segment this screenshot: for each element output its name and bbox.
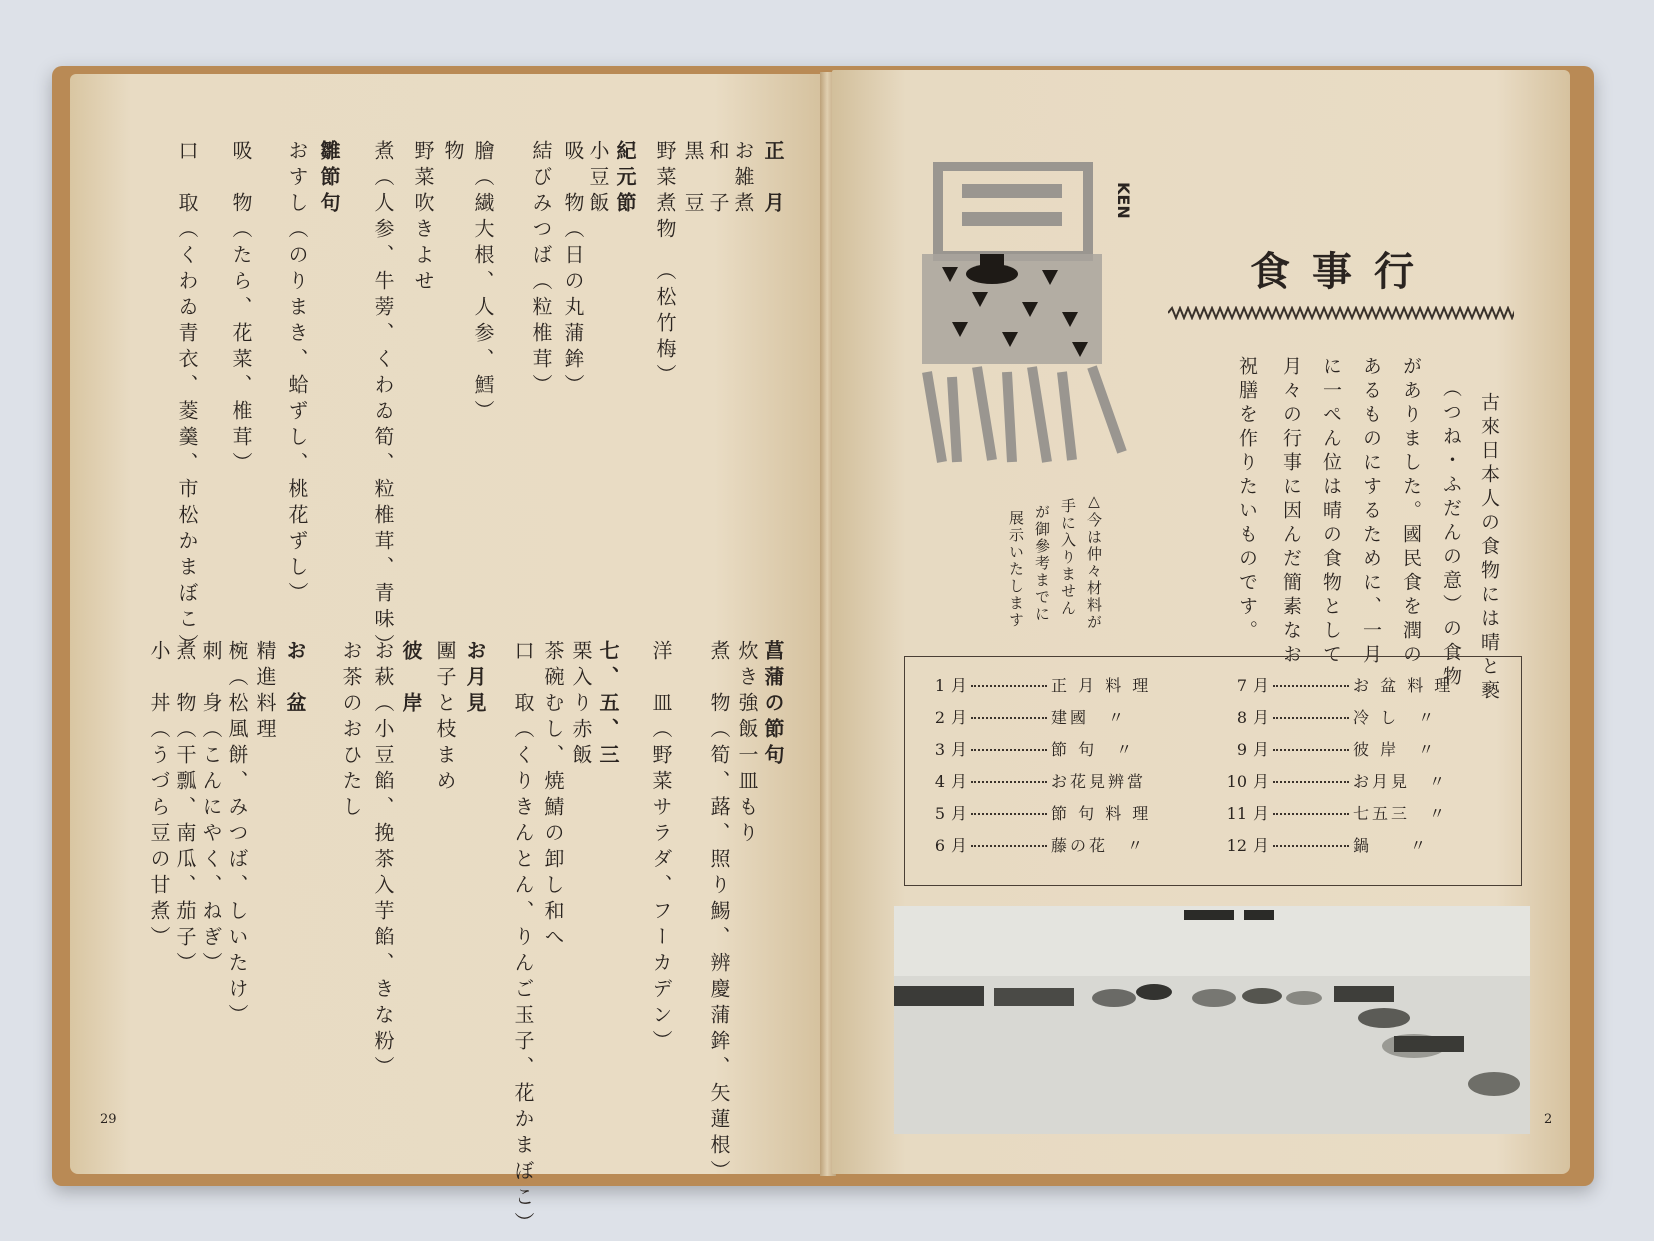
monthly-schedule-table	[904, 656, 1522, 886]
leader-dots	[971, 685, 1047, 687]
schedule-month-unit: 月	[1253, 676, 1270, 695]
schedule-row	[923, 801, 1151, 824]
leader-dots	[1273, 717, 1349, 719]
schedule-month: 7	[1236, 676, 1247, 695]
intro-line: あるものにするために、一月	[1360, 356, 1382, 668]
vertical-text-column: おすし（のりまき、蛤ずし、桃花ずし）	[285, 140, 309, 608]
schedule-event: 冷 し 〃	[1353, 708, 1438, 727]
schedule-month-unit: 月	[1253, 740, 1270, 759]
vertical-text-column: 洋 皿（野菜サラダ、フーカデン）	[649, 640, 673, 1056]
schedule-month-unit: 月	[951, 836, 968, 855]
intro-line: 月々の行事に因んだ簡素なお	[1280, 356, 1302, 668]
schedule-event: 節 句 〃	[1051, 740, 1136, 759]
vertical-text-column: 小 丼（うづら豆の甘煮）	[147, 640, 171, 952]
schedule-event: 藤の花 〃	[1051, 836, 1147, 855]
vertical-text-column: 黒 豆	[681, 140, 705, 218]
schedule-month: 2	[934, 708, 945, 727]
vertical-text-column: お 盆	[283, 640, 307, 718]
schedule-month: 11	[1226, 804, 1247, 823]
schedule-row	[1225, 737, 1437, 760]
vertical-text-column: 團子と枝まめ	[433, 640, 457, 796]
leader-dots	[971, 717, 1047, 719]
vertical-text-column: お萩（小豆餡、挽茶入芋餡、きな粉）	[371, 640, 395, 1082]
schedule-month: 1	[934, 676, 945, 695]
schedule-month: 5	[934, 804, 945, 823]
schedule-event: 七五三 〃	[1353, 804, 1449, 823]
leader-dots	[1273, 749, 1349, 751]
schedule-row	[923, 673, 1151, 696]
note-line: 展示いたします	[1007, 510, 1025, 629]
wavy-divider	[1168, 306, 1514, 320]
schedule-month-unit: 月	[1253, 804, 1270, 823]
illustration-signature: KEN	[1114, 182, 1133, 219]
note-line: が御參考までに	[1033, 504, 1051, 623]
vertical-text-column: 膾（繊大根、人参、鱈）	[471, 140, 495, 426]
leader-dots	[971, 845, 1047, 847]
vertical-text-column: 小豆飯	[586, 140, 610, 218]
schedule-event: お 盆 料 理	[1353, 676, 1454, 695]
vertical-text-column: 椀（松風餅、みつば、しいたけ）	[225, 640, 249, 1030]
food-display-photo	[894, 906, 1530, 1134]
vertical-text-column: 彼 岸	[399, 640, 423, 718]
schedule-month: 6	[934, 836, 945, 855]
schedule-row	[923, 737, 1135, 760]
schedule-row	[923, 705, 1127, 728]
vertical-text-column: 紀元節	[613, 140, 637, 218]
schedule-row	[1225, 705, 1437, 728]
vertical-text-column: 炊き強飯一皿もり	[735, 640, 759, 848]
schedule-month: 12	[1226, 836, 1247, 855]
note-line: 手に入りません	[1059, 498, 1077, 617]
schedule-event: 節 句 料 理	[1051, 804, 1152, 823]
schedule-row	[1225, 801, 1448, 824]
vertical-text-column: 野菜煮物 （松竹梅）	[653, 140, 677, 390]
leader-dots	[1273, 813, 1349, 815]
vertical-text-column: 刺 身（こんにやく、ねぎ）	[199, 640, 223, 978]
schedule-month-unit: 月	[1253, 772, 1270, 791]
vertical-text-column: お雑煮	[731, 140, 755, 218]
intro-line: 祝膳を作りたいものです。	[1236, 356, 1258, 644]
leader-dots	[971, 749, 1047, 751]
leader-dots	[971, 781, 1047, 783]
vertical-text-column: 煮 物（干瓢、南瓜、茄子）	[173, 640, 197, 978]
intro-line: （つね・ふだんの意）の食物	[1440, 378, 1462, 690]
leader-dots	[971, 813, 1047, 815]
page-title: 食事行	[1250, 248, 1436, 295]
schedule-month: 3	[934, 740, 945, 759]
vertical-text-column: 雛節句	[317, 140, 341, 218]
vertical-text-column: 口 取（くりきんとん、りんご玉子、花かまぼこ）	[511, 640, 535, 1238]
leader-dots	[1273, 781, 1349, 783]
vertical-text-column: 煮 物（筍、蕗、照り鯣、辨慶蒲鉾、矢蓮根）	[707, 640, 731, 1186]
schedule-row	[1225, 833, 1429, 856]
schedule-month-unit: 月	[1253, 708, 1270, 727]
vertical-text-column: お茶のおひたし	[339, 640, 363, 822]
vertical-text-column: 煮（人参、牛蒡、くわゐ筍、粒椎茸、青味）	[371, 140, 395, 660]
vertical-text-column: 物	[441, 140, 465, 166]
schedule-month: 4	[934, 772, 945, 791]
schedule-event: お花見辨當	[1051, 772, 1147, 791]
vertical-text-column: 菖蒲の節句	[761, 640, 785, 770]
intro-line: がありました。國民食を潤の	[1400, 356, 1422, 668]
schedule-event: 建國 〃	[1051, 708, 1128, 727]
vertical-text-column: 栗入り赤飯	[569, 640, 593, 770]
schedule-row	[923, 769, 1146, 792]
schedule-event: 正 月 料 理	[1051, 676, 1152, 695]
schedule-event: お月見 〃	[1353, 772, 1449, 791]
schedule-month: 9	[1236, 740, 1247, 759]
page-number-left: 29	[100, 1112, 117, 1127]
vertical-text-column: お月見	[463, 640, 487, 718]
schedule-month-unit: 月	[951, 804, 968, 823]
vertical-text-column: 和 子	[706, 140, 730, 218]
intro-line: に一ぺん位は晴の食物として	[1320, 356, 1342, 668]
vertical-text-column: 吸 物（日の丸蒲鉾）	[561, 140, 585, 400]
vertical-text-column: 吸 物（たら、花菜、椎茸）	[229, 140, 253, 478]
schedule-row	[1225, 673, 1453, 696]
schedule-month: 8	[1236, 708, 1247, 727]
schedule-month-unit: 月	[951, 772, 968, 791]
schedule-month-unit: 月	[1253, 836, 1270, 855]
schedule-row	[923, 833, 1146, 856]
leader-dots	[1273, 845, 1349, 847]
schedule-month-unit: 月	[951, 708, 968, 727]
schedule-event: 彼 岸 〃	[1353, 740, 1438, 759]
vertical-text-column: 七、五、三	[596, 640, 620, 770]
vertical-text-column: 正 月	[761, 140, 785, 218]
intro-line: 古來日本人の食物には晴と褻	[1478, 392, 1500, 704]
schedule-month-unit: 月	[951, 676, 968, 695]
page-number-right: 2	[1544, 1112, 1553, 1127]
note-line: △今は仲々材料が	[1085, 492, 1103, 631]
vertical-text-column: 精進料理	[253, 640, 277, 744]
schedule-month: 10	[1226, 772, 1247, 791]
schedule-month-unit: 月	[951, 740, 968, 759]
vertical-text-column: 口 取（くわゐ青衣、菱羹、市松かまぼこ）	[175, 140, 199, 660]
leader-dots	[1273, 685, 1349, 687]
schedule-event: 鍋 〃	[1353, 836, 1430, 855]
vertical-text-column: 結びみつば（粒椎茸）	[529, 140, 553, 400]
vertical-text-column: 茶碗むし、焼鯖の卸し和へ	[541, 640, 565, 952]
decorative-illustration	[922, 162, 1140, 467]
vertical-text-column: 野菜吹きよせ	[411, 140, 435, 296]
schedule-row	[1225, 769, 1448, 792]
